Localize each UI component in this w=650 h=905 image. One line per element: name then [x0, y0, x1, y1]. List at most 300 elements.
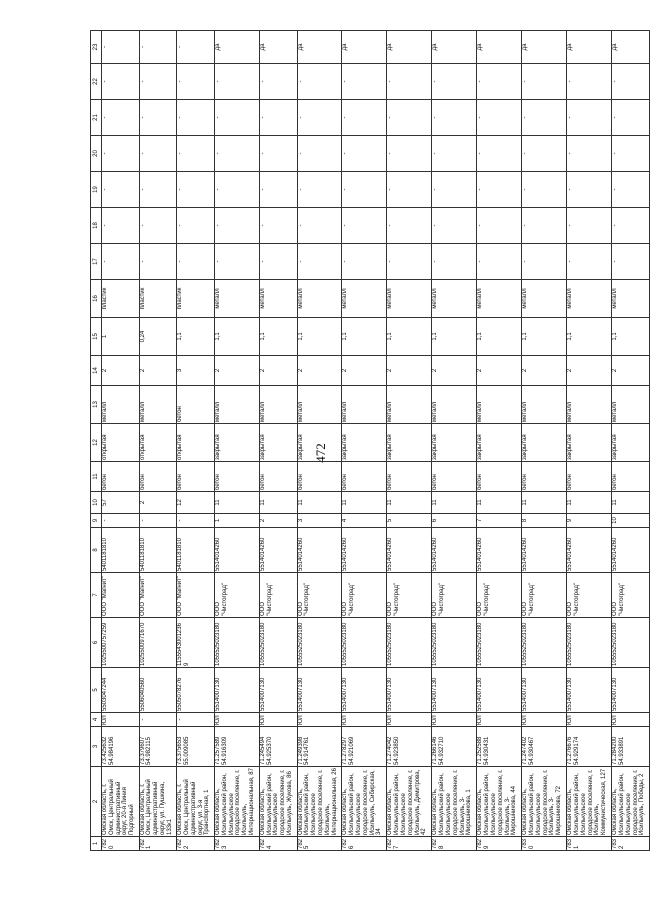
table-cell: - — [177, 100, 215, 136]
table-cell: пластик — [102, 280, 140, 318]
table-cell: 5514014260 — [342, 528, 387, 573]
table-cell: 9 — [567, 514, 612, 528]
table-row — [214, 31, 259, 851]
table-cell: ООО "Магнит" — [177, 573, 215, 618]
table-cell: 3 — [297, 514, 342, 528]
table-cell: закрытая — [342, 424, 387, 462]
table-cell: 5401181810 — [139, 528, 177, 573]
table-cell: 71.274042 54.923850 — [387, 727, 432, 767]
table-cell: 1055525023180 — [387, 618, 432, 668]
table-cell: - — [139, 136, 177, 172]
table-cell: ЮЛ — [342, 713, 387, 727]
table-cell: 11 — [522, 492, 567, 514]
table-cell: 5503047244 — [102, 668, 140, 713]
table-cell: 71.278297 54.921069 — [342, 727, 387, 767]
table-cell: - — [477, 136, 522, 172]
table-cell: ООО "Чистоград" — [612, 573, 650, 618]
table-cell: Омская область, Исилькульский район, Исилькульское городское поселение, г. Исилькуль, Победы, 2 — [612, 767, 650, 837]
table-row — [612, 31, 650, 851]
table-cell: 73.379607 54.982115 — [139, 727, 177, 767]
table-cell: - — [102, 136, 140, 172]
table-cell: бетон — [612, 462, 650, 492]
table-cell: 11 — [477, 492, 522, 514]
table-cell: бетон — [477, 462, 522, 492]
table-cell: 1155543001236 9 — [177, 618, 215, 668]
table-cell: да — [342, 31, 387, 64]
table-cell: металл — [612, 280, 650, 318]
table-cell: металл — [297, 386, 342, 424]
table-cell: бетон — [432, 462, 477, 492]
table-cell: металл — [102, 386, 140, 424]
table-cell: 11 — [259, 492, 297, 514]
table-cell: 5514007130 — [214, 668, 259, 713]
table-cell: 1,1 — [612, 318, 650, 356]
header-cell: 21 — [91, 100, 102, 136]
table-cell: 7821 — [139, 837, 177, 851]
table-cell: 7826 — [342, 837, 387, 851]
table-row — [297, 31, 342, 851]
header-cell: 6 — [91, 618, 102, 668]
table-cell: 10 — [612, 514, 650, 528]
table-cell: 1055525023180 — [214, 618, 259, 668]
table-cell: Омская область, Исилькульский район, Исилькульское городское поселение, г. Исилькуль, 3-Мирошникова, 72 — [522, 767, 567, 837]
table-cell: бетон — [177, 386, 215, 424]
table-cell: ООО "Магнит" — [139, 573, 177, 618]
table-cell: 5514014260 — [612, 528, 650, 573]
table-cell: 1,1 — [342, 318, 387, 356]
table-cell: - — [297, 244, 342, 280]
table-cell: металл — [342, 386, 387, 424]
table-cell: металл — [214, 386, 259, 424]
table-cell: 6 — [432, 514, 477, 528]
table-cell: ЮЛ — [297, 713, 342, 727]
table-cell: 1,1 — [387, 318, 432, 356]
table-cell: - — [102, 514, 140, 528]
table-cell: 11 — [214, 492, 259, 514]
table-cell: 2 — [387, 356, 432, 386]
table-cell: 5401181810 — [177, 528, 215, 573]
table-cell: да — [432, 31, 477, 64]
table-cell: - — [214, 172, 259, 208]
table-cell: 2 — [214, 356, 259, 386]
table-cell: металл — [432, 280, 477, 318]
table-row — [522, 31, 567, 851]
table-cell: ЮЛ — [214, 713, 259, 727]
table-cell: 1055525023180 — [297, 618, 342, 668]
table-cell: - — [432, 172, 477, 208]
table-row — [342, 31, 387, 851]
table-cell: Омская область, Исилькульский район, Исилькульское городское поселение, г. Исилькуль, Жукова, 86 — [259, 767, 297, 837]
header-cell: 12 — [91, 424, 102, 462]
table-cell: металл — [522, 386, 567, 424]
table-cell: - — [387, 172, 432, 208]
table-cell: ЮЛ — [259, 713, 297, 727]
table-cell: - — [259, 244, 297, 280]
table-cell: металл — [612, 386, 650, 424]
table-row — [432, 31, 477, 851]
table-cell: 7822 — [177, 837, 215, 851]
table-cell: закрытая — [567, 424, 612, 462]
table-cell: закрытая — [522, 424, 567, 462]
table-cell: 1,1 — [522, 318, 567, 356]
table-cell: ЮЛ — [102, 713, 140, 727]
table-cell: - — [139, 64, 177, 100]
table-cell: металл — [432, 386, 477, 424]
table-cell: да — [567, 31, 612, 64]
table-cell: 1055525023180 — [342, 618, 387, 668]
table-cell: - — [102, 244, 140, 280]
table-cell: - — [177, 172, 215, 208]
table-cell: металл — [567, 280, 612, 318]
table-cell: бетон — [214, 462, 259, 492]
table-cell: - — [387, 64, 432, 100]
table-row — [102, 31, 140, 851]
table-cell: 7831 — [567, 837, 612, 851]
table-cell: 5514007130 — [567, 668, 612, 713]
table-cell: 12 — [177, 492, 215, 514]
table-cell: 1025500971670 — [139, 618, 177, 668]
table-cell: 71.252588 54.930431 — [477, 727, 522, 767]
table-cell: закрытая — [387, 424, 432, 462]
table-cell: 5514014260 — [387, 528, 432, 573]
table-cell: - — [139, 100, 177, 136]
table-cell: 11 — [387, 492, 432, 514]
table-cell: - — [259, 172, 297, 208]
table-cell: 2 — [297, 356, 342, 386]
table-cell: - — [177, 208, 215, 244]
header-cell: 8 — [91, 528, 102, 573]
table-cell: - — [214, 208, 259, 244]
table-cell: - — [612, 136, 650, 172]
header-cell: 18 — [91, 208, 102, 244]
table-cell: - — [342, 172, 387, 208]
table-cell: - — [522, 64, 567, 100]
table-cell: ООО "Чистоград" — [259, 573, 297, 618]
table-cell: закрытая — [259, 424, 297, 462]
table-cell: - — [432, 244, 477, 280]
table-cell: да — [477, 31, 522, 64]
table-cell: 1 — [102, 318, 140, 356]
table-cell: 7830 — [522, 837, 567, 851]
table-cell: - — [567, 208, 612, 244]
table-cell: - — [102, 172, 140, 208]
table-cell: открытая — [177, 424, 215, 462]
table-cell: 5 — [387, 514, 432, 528]
table-cell: металл — [297, 280, 342, 318]
table-cell: пластик — [139, 280, 177, 318]
table-cell: - — [102, 208, 140, 244]
header-cell: 19 — [91, 172, 102, 208]
table-cell: 71.266146 54.932710 — [432, 727, 477, 767]
table-cell: ООО "Чистоград" — [342, 573, 387, 618]
table-cell: 71.249398 54.914761 — [297, 727, 342, 767]
table-cell: металл — [522, 280, 567, 318]
header-cell: 13 — [91, 386, 102, 424]
table-cell: 4 — [342, 514, 387, 528]
header-cell: 5 — [91, 668, 102, 713]
table-cell: - — [214, 136, 259, 172]
table-cell: - — [522, 136, 567, 172]
table-cell: - — [214, 64, 259, 100]
table-cell: - — [259, 136, 297, 172]
table-cell: - — [567, 172, 612, 208]
table-cell: открытая — [102, 424, 140, 462]
table-cell: да — [612, 31, 650, 64]
header-cell: 23 — [91, 31, 102, 64]
table-cell: - — [177, 136, 215, 172]
table-cell: закрытая — [297, 424, 342, 462]
table-cell: 11 — [342, 492, 387, 514]
table-row — [387, 31, 432, 851]
table-cell: - — [139, 208, 177, 244]
table-cell: - — [342, 64, 387, 100]
table-cell: 5514014260 — [477, 528, 522, 573]
table-cell: да — [522, 31, 567, 64]
table-cell: - — [214, 244, 259, 280]
table-cell: металл — [387, 386, 432, 424]
table-cell: - — [297, 172, 342, 208]
table-cell: металл — [477, 386, 522, 424]
table-cell: 5514007130 — [612, 668, 650, 713]
table-cell: 1055525023180 — [477, 618, 522, 668]
table-cell: - — [342, 244, 387, 280]
registry-table — [90, 30, 650, 851]
header-cell: 1 — [91, 837, 102, 851]
table-cell: - — [477, 64, 522, 100]
table-cell: 7832 — [612, 837, 650, 851]
table-cell: - — [259, 64, 297, 100]
table-cell: - — [432, 64, 477, 100]
table-cell: - — [387, 208, 432, 244]
rotated-table-wrapper — [90, 41, 650, 851]
table-cell: - — [612, 172, 650, 208]
header-cell: 20 — [91, 136, 102, 172]
table-cell: ООО "Чистоград" — [477, 573, 522, 618]
table-cell: 73.425632 54.984196 — [102, 727, 140, 767]
header-cell: 17 — [91, 244, 102, 280]
table-cell: да — [259, 31, 297, 64]
table-cell: 71.245494 54.925370 — [259, 727, 297, 767]
table-cell: 1,1 — [297, 318, 342, 356]
header-cell: 16 — [91, 280, 102, 318]
table-cell: 1,1 — [477, 318, 522, 356]
table-cell: 5514007130 — [297, 668, 342, 713]
table-cell: ЮЛ — [612, 713, 650, 727]
table-cell: Омская область, г. Омск, Центральный административный округ, 20-я Линия Подгорный — [102, 767, 140, 837]
table-cell: 5514007130 — [432, 668, 477, 713]
table-cell: - — [522, 208, 567, 244]
table-cell: закрытая — [477, 424, 522, 462]
table-cell: 5514014260 — [432, 528, 477, 573]
table-cell: 7827 — [387, 837, 432, 851]
table-cell: бетон — [259, 462, 297, 492]
table-cell: 1,1 — [177, 318, 215, 356]
table-cell: 7825 — [297, 837, 342, 851]
header-cell: 14 — [91, 356, 102, 386]
table-cell: да — [297, 31, 342, 64]
table-cell: - — [259, 208, 297, 244]
table-cell: ЮЛ — [387, 713, 432, 727]
header-cell: 22 — [91, 64, 102, 100]
table-cell: - — [177, 244, 215, 280]
table-cell: - — [432, 208, 477, 244]
table-cell: 5514007130 — [342, 668, 387, 713]
table-cell: открытая — [139, 424, 177, 462]
table-cell: закрытая — [214, 424, 259, 462]
table-cell: 71.247402 54.930467 — [522, 727, 567, 767]
table-cell: - — [387, 136, 432, 172]
table-cell: - — [139, 31, 177, 64]
table-cell: 71.284200 54.933891 — [612, 727, 650, 767]
table-cell: 71.257589 54.916309 — [214, 727, 259, 767]
table-cell: - — [477, 172, 522, 208]
table-cell: Омская область, Исилькульский район, Исилькульское городское поселение, г. Исилькуль, 3-Мирошникова, 44 — [477, 767, 522, 837]
table-row — [567, 31, 612, 851]
header-cell: 7 — [91, 573, 102, 618]
table-cell: 73.375653 55.009085 — [177, 727, 215, 767]
table-cell: бетон — [177, 462, 215, 492]
table-cell: Омская область, Исилькульский район, Исилькульское городское поселение, г. Исилькуль, 3-Мирошникова, 1 — [432, 767, 477, 837]
table-row — [259, 31, 297, 851]
table-row — [177, 31, 215, 851]
table-cell: бетон — [522, 462, 567, 492]
header-row — [91, 31, 102, 851]
table-cell: - — [477, 100, 522, 136]
table-cell: 1,1 — [432, 318, 477, 356]
table-cell: - — [567, 136, 612, 172]
table-cell: 1,1 — [259, 318, 297, 356]
header-cell: 11 — [91, 462, 102, 492]
table-cell: - — [567, 244, 612, 280]
table-cell: - — [102, 64, 140, 100]
table-cell: 5514014260 — [297, 528, 342, 573]
table-cell: ЮЛ — [477, 713, 522, 727]
table-cell: 1,1 — [214, 318, 259, 356]
table-cell: 71.276676 54.929174 — [567, 727, 612, 767]
table-cell: 1025500757259 — [102, 618, 140, 668]
table-cell: ООО "Чистоград" — [432, 573, 477, 618]
table-cell: 7824 — [259, 837, 297, 851]
table-cell: - — [612, 100, 650, 136]
table-cell: закрытая — [432, 424, 477, 462]
table-cell: бетон — [139, 462, 177, 492]
table-cell: 0,24 — [139, 318, 177, 356]
table-cell: 5505078276 — [177, 668, 215, 713]
table-cell: 3 — [177, 356, 215, 386]
header-cell: 4 — [91, 713, 102, 727]
table-cell: 2 — [612, 356, 650, 386]
table-cell: ООО "Чистоград" — [522, 573, 567, 618]
table-cell: - — [567, 100, 612, 136]
table-cell: 5401181810 — [102, 528, 140, 573]
table-cell: 8 — [522, 514, 567, 528]
table-cell: 5514014260 — [522, 528, 567, 573]
table-cell: металл — [259, 386, 297, 424]
table-cell: 11 — [612, 492, 650, 514]
table-cell: - — [297, 208, 342, 244]
table-cell: 2 — [139, 356, 177, 386]
table-cell: 1055525023180 — [522, 618, 567, 668]
table-cell: - — [177, 64, 215, 100]
table-cell: - — [297, 136, 342, 172]
table-cell: 2 — [259, 514, 297, 528]
table-cell: - — [102, 31, 140, 64]
table-cell: 2 — [522, 356, 567, 386]
table-cell: ООО "Чистоград" — [387, 573, 432, 618]
table-cell: ООО "Чистоград" — [567, 573, 612, 618]
table-cell: - — [387, 100, 432, 136]
table-cell: - — [297, 100, 342, 136]
table-cell: 5514007130 — [259, 668, 297, 713]
header-cell: 10 — [91, 492, 102, 514]
table-cell: бетон — [297, 462, 342, 492]
header-cell: 2 — [91, 767, 102, 837]
table-cell: 11 — [297, 492, 342, 514]
table-cell: 5514014260 — [567, 528, 612, 573]
table-cell: Омская область, Исилькульский район, Исилькульское городское поселение, г. Исилькуль, Интернациональная, 26 — [297, 767, 342, 837]
table-cell: 2 — [567, 356, 612, 386]
table-cell: 2 — [432, 356, 477, 386]
table-cell: - — [612, 244, 650, 280]
table-cell: - — [522, 100, 567, 136]
table-cell: - — [139, 514, 177, 528]
table-cell: закрытая — [612, 424, 650, 462]
table-cell: 1055525023180 — [567, 618, 612, 668]
table-cell: металл — [139, 386, 177, 424]
table-cell: - — [612, 208, 650, 244]
table-cell: ЮЛ — [522, 713, 567, 727]
table-cell: 57 — [102, 492, 140, 514]
header-cell: 3 — [91, 727, 102, 767]
table-cell: 7820 — [102, 837, 140, 851]
table-cell: 11 — [567, 492, 612, 514]
table-cell: - — [214, 100, 259, 136]
table-cell: 5514014260 — [259, 528, 297, 573]
table-cell: - — [259, 100, 297, 136]
table-cell: Омская область, г. Омск, Центральный административный округ, ул. Пушкина, 133к1 — [139, 767, 177, 837]
table-cell: 1055525023180 — [612, 618, 650, 668]
table-cell: - — [342, 208, 387, 244]
table-cell: металл — [259, 280, 297, 318]
table-cell: 11 — [432, 492, 477, 514]
table-cell: 1,1 — [567, 318, 612, 356]
table-cell: 5514007130 — [522, 668, 567, 713]
table-cell: - — [342, 100, 387, 136]
table-cell: ООО "Магнит" — [102, 573, 140, 618]
table-cell: пластик — [177, 280, 215, 318]
table-cell: - — [612, 64, 650, 100]
table-cell: 7823 — [214, 837, 259, 851]
table-row — [477, 31, 522, 851]
table-cell: ООО "Чистоград" — [214, 573, 259, 618]
table-cell: - — [567, 64, 612, 100]
table-cell: бетон — [567, 462, 612, 492]
header-cell: 9 — [91, 514, 102, 528]
table-cell: металл — [567, 386, 612, 424]
table-cell: ЮЛ — [432, 713, 477, 727]
table-cell: бетон — [342, 462, 387, 492]
table-cell: металл — [477, 280, 522, 318]
table-cell: 5514014260 — [214, 528, 259, 573]
table-cell: 5514007130 — [387, 668, 432, 713]
table-cell: 1055525023180 — [432, 618, 477, 668]
table-cell: - — [432, 136, 477, 172]
table-body — [91, 31, 650, 851]
table-cell: ООО "Чистоград" — [297, 573, 342, 618]
table-cell: - — [387, 244, 432, 280]
table-cell: 5506040560 — [139, 668, 177, 713]
table-cell: ЮЛ — [567, 713, 612, 727]
